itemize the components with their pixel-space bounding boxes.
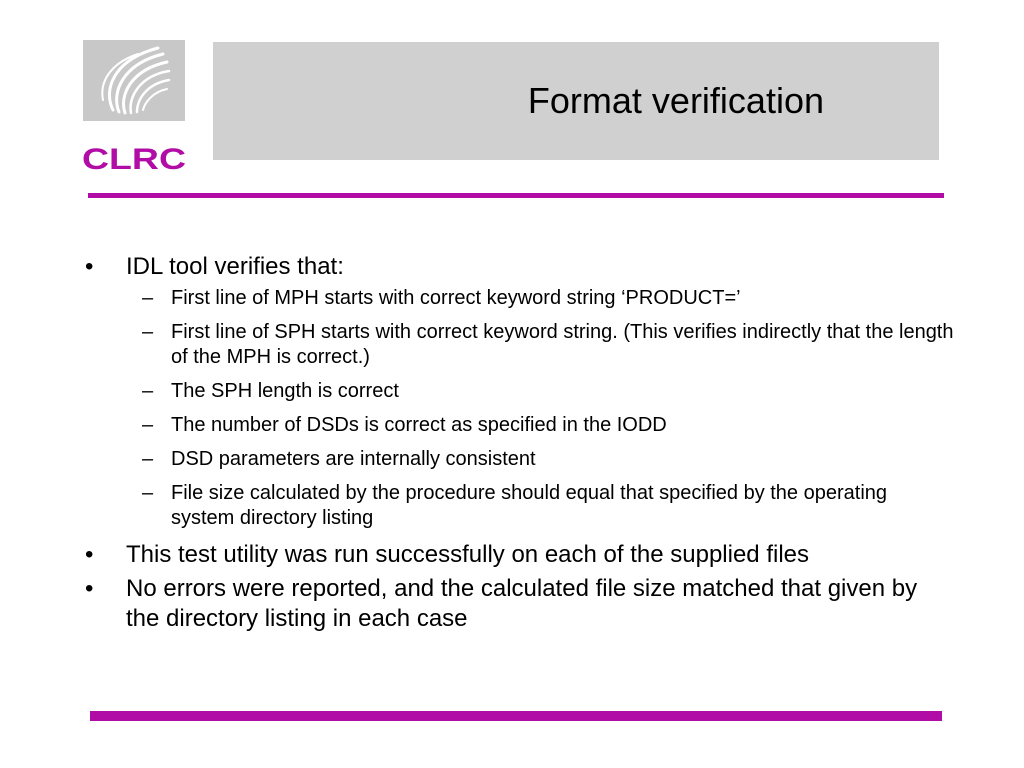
sub-bullet-item: – First line of SPH starts with correct keyword string. (This verifies indirectly that the length of the MPH is correct.): [142, 321, 954, 368]
bullet-item: • This test utility was run successfully on each of the supplied files: [85, 541, 809, 568]
bullet-item: • No errors were reported, and the calculated file size matched that given by the directory listing in each case: [85, 575, 918, 632]
bullet-text: This test utility was run successfully on each of the supplied files: [126, 541, 809, 568]
sub-bullet-text: The number of DSDs is correct as specified in the IODD: [171, 414, 667, 436]
sub-bullet-item: – The number of DSDs is correct as specified in the IODD: [142, 414, 667, 436]
logo-swirl: [83, 40, 185, 121]
sub-bullet-item: – The SPH length is correct: [142, 380, 399, 402]
globe-swirl-icon: [83, 40, 185, 121]
bottom-divider: [90, 711, 942, 721]
page-title: Format verification: [527, 80, 824, 121]
clrc-logo: [80, 143, 190, 173]
sub-bullet-text: The SPH length is correct: [171, 380, 399, 402]
sub-bullet-list: [126, 286, 955, 531]
bullet-item: • IDL tool verifies that: – First line of MPH starts with correct keyword string ‘PRODUCT=’ – First line of SPH starts with correct keyword string. (This verifies indirectly that the length of the MPH is correct.) – The SPH length is correct – The number of DSDs is correct as specified in the IODD – DSD parameters are internally consistent – File size calculated by the procedure should equal that specified by the operating system directory listing: [85, 253, 954, 529]
sub-bullet-item: – DSD parameters are internally consistent: [142, 448, 536, 470]
sub-bullet-text: File size calculated by the procedure should equal that specified by the operating system directory listing: [171, 482, 888, 529]
bullet-text: No errors were reported, and the calculated file size matched that given by the directory listing in each case: [126, 575, 918, 632]
sub-bullet-text: First line of SPH starts with correct keyword string. (This verifies indirectly that the length of the MPH is correct.): [171, 321, 954, 368]
bullet-text: IDL tool verifies that:: [126, 253, 344, 280]
sub-bullet-text: DSD parameters are internally consistent: [171, 448, 536, 470]
sub-bullet-item: – First line of MPH starts with correct keyword string ‘PRODUCT=’: [142, 287, 741, 309]
sub-bullet-text: First line of MPH starts with correct keyword string ‘PRODUCT=’: [171, 287, 741, 309]
bullet-list: [85, 252, 955, 638]
logo-text: CLRC: [82, 143, 186, 173]
top-divider: [88, 193, 944, 198]
sub-bullet-item: – File size calculated by the procedure should equal that specified by the operating system directory listing: [142, 482, 888, 529]
